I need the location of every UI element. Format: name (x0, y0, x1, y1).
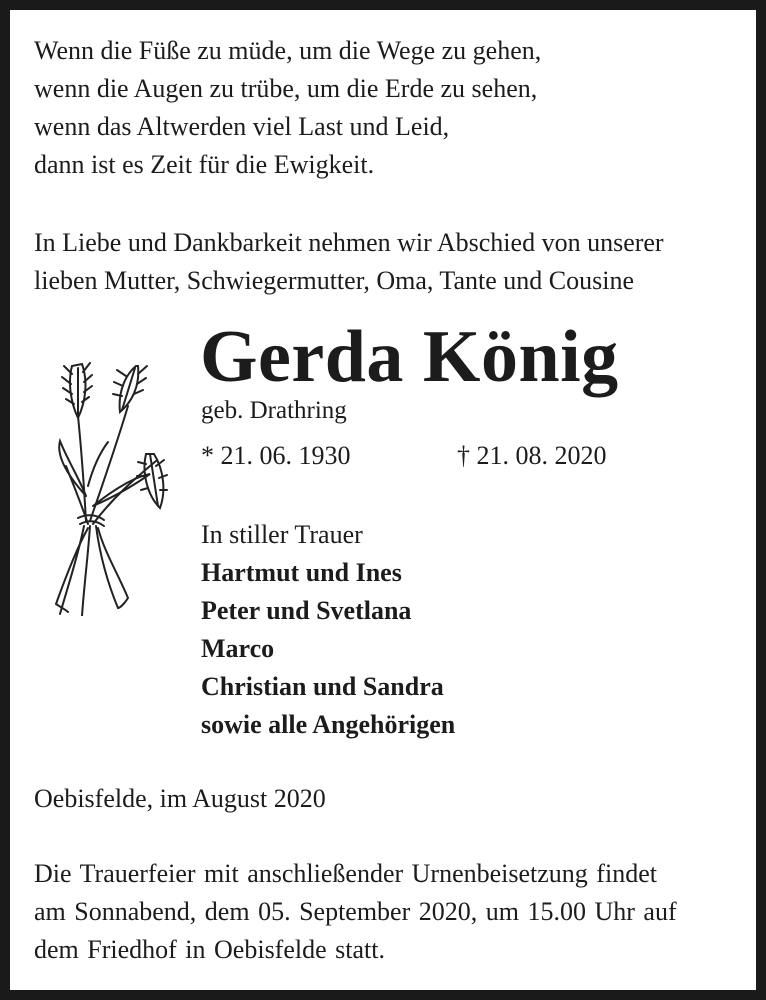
funeral-details-line: am Sonnabend, dem 05. September 2020, um 15.00 Uhr auf (34, 897, 677, 926)
poem-line: dann ist es Zeit für die Ewigkeit. (34, 150, 375, 179)
poem-line: wenn die Augen zu trübe, um die Erde zu sehen, (34, 74, 538, 103)
obituary-card (10, 10, 756, 990)
intro-line: lieben Mutter, Schwiegermutter, Oma, Tante und Cousine (34, 266, 634, 295)
mourner-name: Marco (201, 634, 275, 663)
mourner-name: Hartmut und Ines (201, 558, 402, 587)
mourner-name: Peter und Svetlana (201, 596, 412, 625)
maiden-name: geb. Drathring (201, 397, 347, 424)
mourner-name: Christian und Sandra (201, 672, 444, 701)
birth-date: * 21. 06. 1930 (201, 441, 351, 470)
place-date: Oebisfelde, im August 2020 (34, 784, 326, 813)
poem-line: wenn das Altwerden viel Last und Leid, (34, 112, 450, 141)
mourning-heading: In stiller Trauer (201, 520, 363, 549)
poem-line: Wenn die Füße zu müde, um die Wege zu gehen, (34, 36, 542, 65)
death-date: † 21. 08. 2020 (457, 441, 607, 470)
intro-line: In Liebe und Dankbarkeit nehmen wir Abschied von unserer (34, 228, 664, 257)
funeral-details (34, 855, 677, 969)
mourners-block (201, 516, 455, 744)
funeral-details-line: dem Friedhof in Oebisfelde statt. (34, 935, 385, 964)
deceased-name: Gerda König (200, 316, 619, 398)
poem (34, 32, 541, 184)
intro-text (34, 224, 664, 300)
funeral-details-line: Die Trauerfeier mit anschließender Urnenbeisetzung findet (34, 859, 657, 888)
mourner-name: sowie alle Angehörigen (201, 710, 456, 739)
wheat-bundle-icon (38, 346, 168, 616)
